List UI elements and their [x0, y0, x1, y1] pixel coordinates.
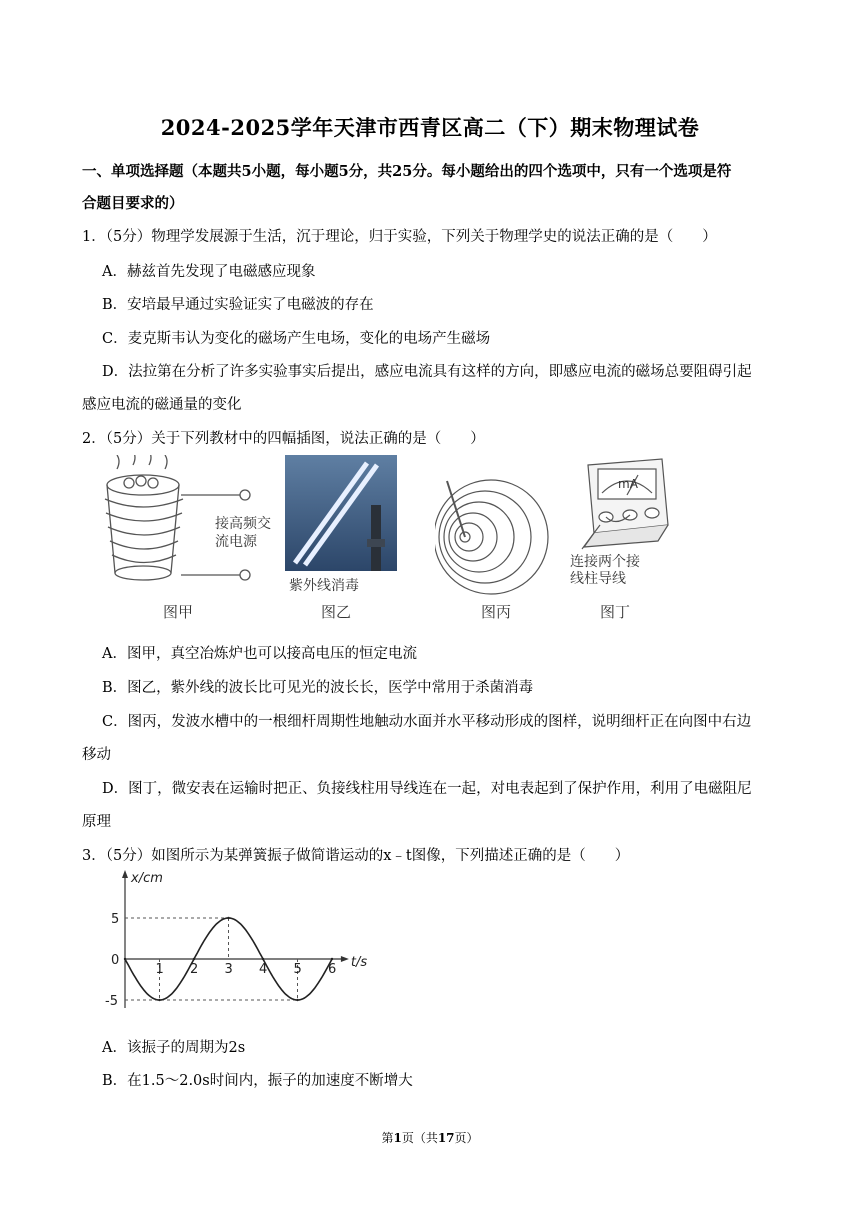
data-point — [227, 917, 229, 919]
x-axis-arrow — [341, 956, 349, 962]
figure-furnace — [95, 455, 280, 625]
q1-option-a: A．赫兹首先发现了电磁感应现象 — [102, 264, 316, 280]
q1-option-c: C．麦克斯韦认为变化的磁场产生电场，变化的电场产生磁场 — [102, 331, 491, 347]
xt-graph — [95, 868, 385, 1028]
y-axis-label: x/cm — [131, 871, 163, 886]
furnace-label-line1: 接高频交 — [215, 516, 271, 532]
q3-option-a: A．该振子的周期为2s — [102, 1040, 246, 1056]
data-point — [262, 958, 264, 960]
x-tick-label: 1 — [155, 962, 164, 977]
exam-title: 2024-2025学年天津市西青区高二（下）期末物理试卷 — [160, 115, 700, 140]
x-tick-label: 4 — [259, 962, 268, 977]
microammeter-label — [570, 554, 640, 588]
q3-stem: 3．（5分）如图所示为某弹簧振子做简谐运动的x﹣t图像，下列描述正确的是（ ） — [82, 848, 630, 864]
microammeter-label-line2: 线柱导线 — [570, 571, 626, 587]
figure-ripple-tank — [435, 455, 565, 625]
page-footer — [0, 1129, 860, 1146]
meter-unit: mA — [618, 477, 638, 491]
q2-option-b: B．图乙，紫外线的波长比可见光的波长长，医学中常用于杀菌消毒 — [102, 680, 534, 696]
footer-page-number: 1 — [393, 1131, 402, 1145]
q2-option-c-cont: 移动 — [82, 747, 111, 763]
section-heading: 一、单项选择题（本题共5小题，每小题5分，共25分。每小题给出的四个选项中，只有一个选项是符 — [82, 163, 732, 180]
y-axis-arrow — [122, 870, 128, 878]
furnace-label-line2: 流电源 — [215, 534, 257, 550]
q3-option-b: B．在1.5～2.0s时间内，振子的加速度不断增大 — [102, 1073, 413, 1089]
ripple-pattern — [435, 455, 565, 595]
caption-b: 图乙 — [321, 603, 352, 621]
footer-middle: 页（共 — [401, 1131, 438, 1145]
footer-page-total: 17 — [437, 1131, 455, 1145]
figure-microammeter — [570, 455, 675, 625]
footer-suffix: 页） — [454, 1131, 479, 1145]
q2-option-d-cont: 原理 — [82, 814, 111, 830]
microammeter-illustration — [570, 455, 675, 553]
section-heading-cont: 合题目要求的） — [82, 195, 184, 212]
y-tick-label: -5 — [105, 994, 118, 1009]
caption-a: 图甲 — [163, 603, 194, 621]
x-tick-label: 6 — [328, 962, 337, 977]
x-tick-label: 5 — [293, 962, 302, 977]
x-axis-label: t/s — [350, 955, 368, 970]
data-point — [124, 958, 126, 960]
q2-option-d: D．图丁，微安表在运输时把正、负接线柱用导线连在一起，对电表起到了保护作用，利用了电磁阻尼 — [102, 781, 752, 797]
q2-stem: 2．（5分）关于下列教材中的四幅插图，说法正确的是（ ） — [82, 431, 485, 447]
y-tick-label: 0 — [111, 953, 120, 968]
x-tick-label: 3 — [224, 962, 233, 977]
caption-c: 图丙 — [481, 603, 512, 621]
q1-stem: 1．（5分）物理学发展源于生活，沉于理论，归于实验，下列关于物理学史的说法正确的是（ ） — [82, 229, 717, 245]
footer-prefix: 第 — [381, 1131, 394, 1145]
q2-option-c: C．图丙，发波水槽中的一根细杆周期性地触动水面并水平移动形成的图样，说明细杆正在向图中右边 — [102, 714, 752, 730]
data-point — [193, 958, 195, 960]
q1-option-d-cont: 感应电流的磁通量的变化 — [82, 397, 242, 413]
data-point — [331, 958, 333, 960]
q2-option-a: A．图甲，真空冶炼炉也可以接高电压的恒定电流 — [102, 646, 417, 662]
data-point — [296, 999, 298, 1001]
q1-option-d: D．法拉第在分析了许多实验事实后提出，感应电流具有这样的方向，即感应电流的磁场总要阻碍引起 — [102, 364, 752, 380]
caption-d: 图丁 — [600, 603, 631, 621]
microammeter-label-line1: 连接两个接 — [570, 554, 640, 570]
q1-option-b: B．安培最早通过实验证实了电磁波的存在 — [102, 297, 374, 313]
figure-uv-lamp — [285, 455, 397, 625]
q2-figures — [95, 455, 675, 625]
x-tick-label: 2 — [190, 962, 199, 977]
uv-lamp-photo — [285, 455, 397, 571]
data-point — [158, 999, 160, 1001]
uv-lamp-label: 紫外线消毒 — [289, 578, 359, 594]
furnace-label — [215, 515, 271, 551]
y-tick-label: 5 — [111, 912, 120, 927]
